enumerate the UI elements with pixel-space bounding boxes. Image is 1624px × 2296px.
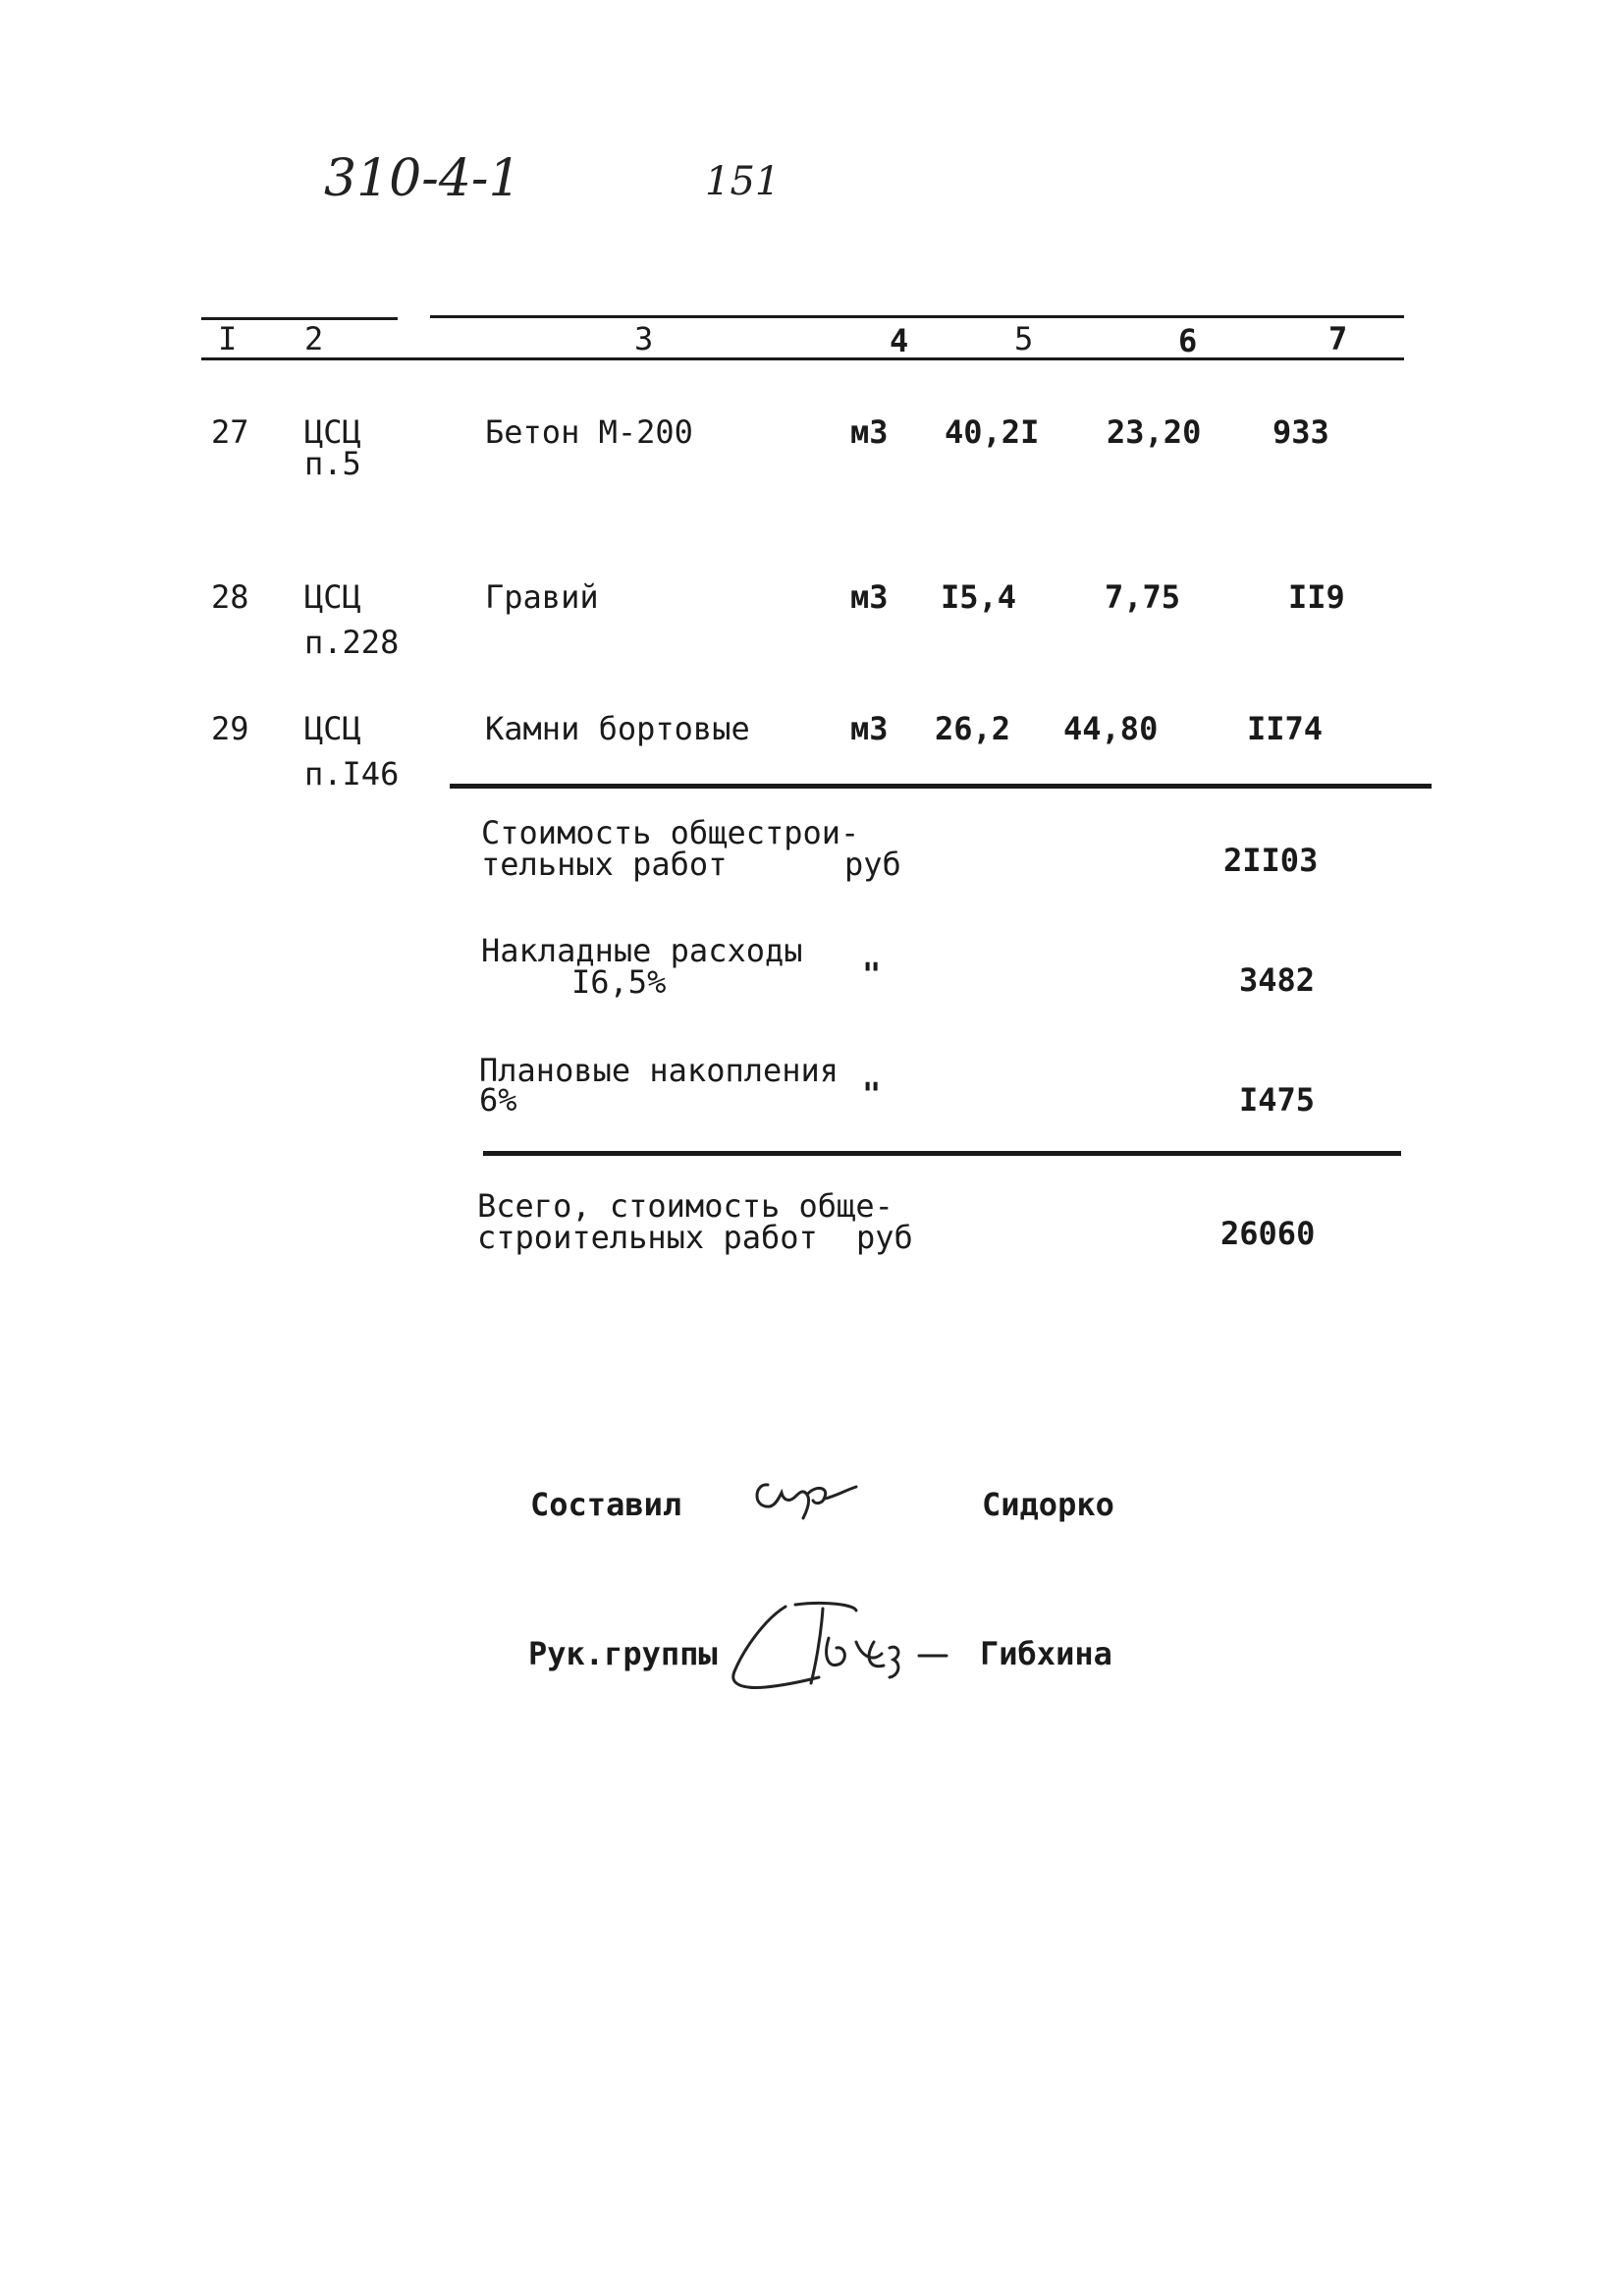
row-source-line2: п.228 — [304, 624, 400, 661]
summary-label-line2: I6,5% — [571, 963, 667, 1001]
document-code: 310-4-1 — [324, 149, 521, 208]
row-name: Гравий — [485, 578, 599, 616]
summary-label-line1: Плановые накопления — [479, 1052, 839, 1089]
column-header-7: 7 — [1328, 320, 1348, 357]
summary-unit: " — [862, 1075, 882, 1113]
total-label-line2: строительных работ — [477, 1219, 818, 1256]
row-source-line2: п.I46 — [304, 755, 400, 793]
handwritten-signature — [727, 1599, 952, 1711]
row-price: 23,20 — [1107, 413, 1202, 451]
summary-value: 2II03 — [1223, 842, 1319, 879]
row-quantity: I5,4 — [941, 578, 1017, 616]
row-source-line1: ЦСЦ — [304, 578, 361, 616]
handwritten-signature — [746, 1467, 864, 1530]
row-number: 27 — [211, 413, 249, 451]
summary-label-line2: тельных работ — [481, 846, 728, 883]
row-source-line1: ЦСЦ — [304, 413, 361, 451]
row-number: 28 — [211, 578, 249, 616]
row-total: II74 — [1247, 710, 1324, 747]
summary-unit: руб — [844, 846, 901, 883]
row-price: 7,75 — [1105, 578, 1181, 616]
row-source-line2: п.5 — [304, 445, 361, 482]
row-unit: м3 — [850, 578, 889, 616]
column-header-5: 5 — [1014, 320, 1034, 357]
row-name: Камни бортовые — [485, 710, 750, 747]
row-quantity: 26,2 — [935, 710, 1011, 747]
row-total: 933 — [1272, 413, 1329, 451]
column-header-3: 3 — [634, 320, 654, 357]
summary-value: I475 — [1239, 1081, 1316, 1119]
signature-name: Гибхина — [980, 1635, 1112, 1672]
row-unit: м3 — [850, 413, 889, 451]
summary-label-line1: Стоимость общестрои- — [481, 814, 860, 851]
row-name: Бетон М-200 — [485, 413, 693, 451]
total-label-line1: Всего, стоимость обще- — [477, 1187, 893, 1225]
column-header-2: 2 — [304, 320, 324, 357]
column-header-4: 4 — [890, 322, 909, 359]
summary-label-line2: 6% — [479, 1081, 517, 1119]
summary-label-line1: Накладные расходы — [481, 932, 803, 969]
header-bottom-line — [201, 357, 1404, 360]
row-price: 44,80 — [1063, 710, 1159, 747]
total-separator-line — [483, 1151, 1401, 1156]
column-header-1: I — [218, 320, 238, 357]
row-source-line1: ЦСЦ — [304, 710, 361, 747]
signature-role: Составил — [530, 1486, 682, 1523]
row-quantity: 40,2I — [945, 413, 1040, 451]
total-unit: руб — [856, 1219, 913, 1256]
row-number: 29 — [211, 710, 249, 747]
row-unit: м3 — [850, 710, 889, 747]
rows-separator-line — [450, 784, 1432, 789]
page-number: 151 — [705, 159, 781, 204]
header-top-line-right — [430, 315, 1404, 318]
total-value: 26060 — [1220, 1215, 1316, 1252]
summary-value: 3482 — [1239, 961, 1316, 999]
summary-unit: " — [862, 956, 882, 993]
column-header-6: 6 — [1178, 322, 1198, 359]
signature-name: Сидорко — [982, 1486, 1114, 1523]
row-total: II9 — [1288, 578, 1345, 616]
signature-role: Рук.группы — [528, 1635, 718, 1672]
